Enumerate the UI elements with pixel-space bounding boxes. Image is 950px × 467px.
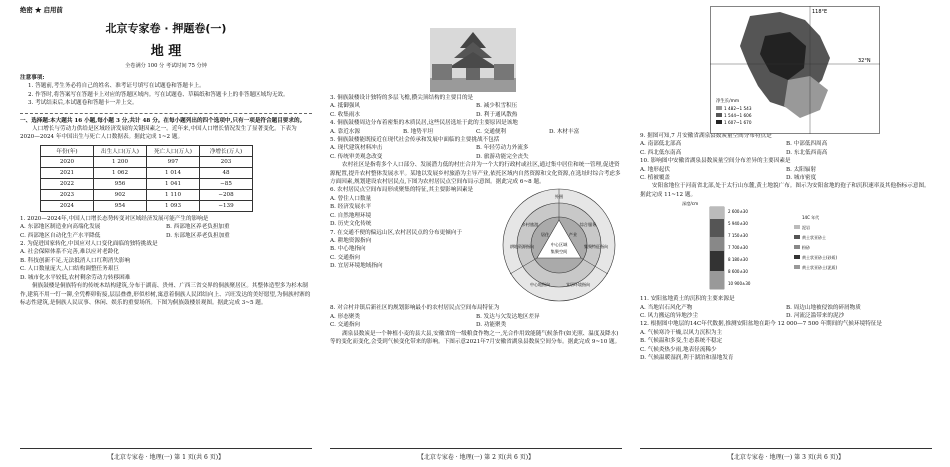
question-4: 4. 侗族鼓楼周边分布着密集的木质民居,这些民居选址于此的主要原因是该地 bbox=[330, 120, 518, 127]
age-label: 7 700±30 bbox=[728, 245, 748, 251]
village-layout-diagram bbox=[500, 186, 618, 304]
option[interactable]: D. 东部地区养老负担加重 bbox=[166, 232, 230, 239]
diagram-label: 产业 bbox=[568, 232, 578, 238]
table-row bbox=[41, 178, 253, 189]
page-footer: 【北京专家卷 · 地理(一) 第 1 页(共 6 页)】 bbox=[20, 448, 312, 461]
question-3: 3. 侗族鼓楼设计独特的多层飞檐,攒尖顶结构的主要目的是 bbox=[330, 95, 474, 101]
table-cell: 203 bbox=[200, 156, 253, 167]
table-cell: 1 041 bbox=[147, 178, 200, 189]
legend-swatch bbox=[716, 106, 722, 110]
option[interactable]: D. 城市密度 bbox=[786, 175, 817, 182]
table-cell: −208 bbox=[200, 189, 253, 200]
option[interactable]: D. 利于通风散热 bbox=[476, 111, 518, 118]
question-8: 8. 对合村并镇后新社区的规划影响最小的农村居民点空间布局特征为 bbox=[330, 305, 500, 312]
option[interactable]: C. 植被覆盖 bbox=[640, 175, 671, 182]
option[interactable]: A. 靠近水源 bbox=[330, 128, 360, 135]
note-item: 2. 作答时,将答案写在答题卡上对应的答题区域内。写在试题卷、草稿纸和答题卡上的非答题区域均无效。 bbox=[28, 91, 289, 98]
question-12: 12. 根据图中地层的14C年代数据,推测安阳盆地在距今 12 000—7 500 年期间的气候环境特征是 bbox=[640, 321, 882, 328]
table-cell: 48 bbox=[200, 167, 253, 178]
option[interactable]: A. 南部低北部高 bbox=[640, 141, 682, 148]
table-header: 年份(年) bbox=[41, 145, 94, 156]
table-header: 死亡人口(万人) bbox=[147, 145, 200, 156]
legend-item: 泥岩 bbox=[802, 225, 810, 231]
legend-item: 1 607~1 670 bbox=[724, 120, 752, 125]
question-10: 10. 影响图中安徽省湖泉县数炭量空间分布差异的主要因素是 bbox=[640, 158, 791, 165]
option[interactable]: D. 城市化水平较低,农村剩余劳动力转移困难 bbox=[20, 274, 131, 281]
legend-item: 黄土状亚砂土(砂质) bbox=[802, 255, 838, 261]
diagram-label: 中心地指向 bbox=[530, 282, 550, 288]
option[interactable]: D. 历史文化传统 bbox=[330, 221, 372, 228]
diagram-label: 中心区域 bbox=[550, 242, 568, 248]
legend-item: 1 544~1 606 bbox=[724, 113, 752, 118]
option[interactable]: C. 交通便利 bbox=[476, 128, 507, 135]
table-header: 出生人口(万人) bbox=[94, 145, 147, 156]
options-q1 bbox=[20, 223, 312, 240]
option[interactable]: A. 抵御强风 bbox=[330, 103, 360, 110]
age-label: 10 900±30 bbox=[728, 281, 751, 287]
q6-q8-block bbox=[330, 186, 622, 304]
option[interactable]: C. 人口数量庞大,人口结构调整任务艰巨 bbox=[20, 266, 119, 273]
table-cell: 956 bbox=[94, 178, 147, 189]
option[interactable]: B. 气候温和多变,生态系统不稳定 bbox=[640, 338, 723, 345]
options-q4 bbox=[330, 128, 622, 136]
option[interactable]: C. 传统审美观念改变 bbox=[330, 153, 383, 160]
options-q10 bbox=[640, 166, 932, 183]
option[interactable]: B. 减少积雪积压 bbox=[476, 103, 518, 110]
drum-tower-photo bbox=[430, 28, 516, 92]
option[interactable]: A. 当地岩石风化产物 bbox=[640, 304, 693, 311]
legend-swatch bbox=[794, 235, 800, 239]
subject-title: 地 理 bbox=[150, 44, 182, 60]
notes-heading: 注意事项: bbox=[20, 75, 45, 81]
option[interactable]: A. 曾住人口数量 bbox=[330, 195, 372, 202]
table-header: 净增长(万人) bbox=[200, 145, 253, 156]
option[interactable]: A. 东部地区制造业向高端化发展 bbox=[20, 224, 101, 231]
options-q5 bbox=[330, 144, 622, 161]
option[interactable]: B. 年轻劳动力外流多 bbox=[476, 145, 529, 152]
table-cell: 2024 bbox=[41, 200, 94, 211]
options-q11 bbox=[640, 304, 932, 321]
table-cell: 1 093 bbox=[147, 200, 200, 211]
question-11: 11. 安阳盆地黄土的沉积的主要来源是 bbox=[640, 296, 735, 303]
option[interactable]: B. 中部低四周高 bbox=[786, 141, 828, 148]
table-row bbox=[41, 167, 253, 178]
option[interactable]: B. 西部地区养老负担加重 bbox=[166, 224, 230, 231]
options-q3 bbox=[330, 102, 622, 119]
age-label: 5 940±30 bbox=[728, 221, 748, 227]
secret-label: 绝密 ★ 启用前 bbox=[20, 6, 63, 14]
population-table bbox=[40, 145, 253, 212]
table-cell: 2023 bbox=[41, 189, 94, 200]
options-q9 bbox=[640, 140, 932, 157]
passage-drum-tower: 侗族鼓楼是侗族特有的传统木结构建筑,分布于湖南、贵州、广西三省交界的侗族聚居区。其整体造型多为杉木制作,建筑不用一钉一铆,全凭榫卯衔接,层层叠叠,形似杉树,寓意着侗族人民团结向上、兴旺发达的美好愿望,为侗族村寨的标志性建筑,是侗族人民议事、休闲、娱乐的重要场所。下图为侗族鼓楼景观图。据此完成 3~5 题。 bbox=[20, 283, 311, 306]
section-heading: 一、选择题:本大题共 16 小题,每小题 3 分,共计 48 分。在每小题列出的四个选项中,只有一项是符合题目要求的。 bbox=[20, 117, 306, 124]
question-5: 5. 侗族鼓楼能既接近在现代社会传承和发展中面临的主要挑战不包括 bbox=[330, 137, 500, 144]
option[interactable]: B. 太阳辐射 bbox=[786, 166, 817, 173]
page-3 bbox=[640, 0, 932, 467]
table-cell: 954 bbox=[94, 200, 147, 211]
option[interactable]: C. 收集雨水 bbox=[330, 111, 361, 118]
diagram-label: 居住 bbox=[540, 232, 550, 238]
option[interactable]: C. 自然地理环境 bbox=[330, 212, 372, 219]
note-item: 1. 答题前,考生务必将自己的姓名、准考证号填写在试题卷和答题卡上。 bbox=[28, 83, 205, 90]
page-footer: 【北京专家卷 · 地理(一) 第 3 页(共 6 页)】 bbox=[640, 448, 932, 461]
photo-area bbox=[330, 0, 622, 94]
option[interactable]: B. 科技创新不足,无法抵消人口红利消失影响 bbox=[20, 257, 131, 264]
legend-swatch bbox=[794, 225, 800, 229]
question-2: 2. 为促进国家转化,中国应对人口变化面临的独特挑战是 bbox=[20, 241, 158, 248]
age-label: 7 150±30 bbox=[728, 233, 748, 239]
table-cell: 902 bbox=[94, 189, 147, 200]
option[interactable]: D. 气候温暖湿润,利于湖泊和湿地发育 bbox=[640, 355, 734, 362]
option[interactable]: D. 宜居环境地域指向 bbox=[330, 263, 383, 270]
table-cell: 2020 bbox=[41, 156, 94, 167]
diagram-label: 集聚特征指向 bbox=[584, 244, 608, 250]
page-2 bbox=[330, 0, 622, 467]
legend-swatch bbox=[716, 113, 722, 117]
map-area bbox=[640, 0, 932, 132]
longitude-label: 118°E bbox=[812, 9, 828, 15]
passage-village: 农村社区是指将多个人口部分、发展潜力低的村庄合并为一个大的行政村或社区,通过集中居住和统一管理,促进资源配置,提升农村整体发展水平。某地以发展乡村旅游为主导产业,依托区域内自然资源和文化资源,在选址时综合考虑多方面因素,规划建设农村居民点,下图为农村居民点空间布局示意图。据此完成 6~8 题。 bbox=[330, 162, 621, 186]
table-row bbox=[41, 156, 253, 167]
option[interactable]: B. 地势平坦 bbox=[403, 128, 434, 135]
option[interactable]: A. 形态聚类 bbox=[330, 313, 360, 320]
table-cell: −139 bbox=[200, 200, 253, 211]
option[interactable]: C. 交通指向 bbox=[330, 322, 361, 329]
table-cell: 997 bbox=[147, 156, 200, 167]
option[interactable]: B. 发达与欠发达地区差异 bbox=[476, 313, 540, 320]
legend-item: 粉砂 bbox=[802, 245, 810, 251]
question-9: 9. 据图可知,7 月安徽省湖泉县数炭量空间分布特点是 bbox=[640, 133, 772, 139]
option[interactable]: B. 中心地指向 bbox=[330, 246, 366, 253]
option[interactable]: A. 地形起伏 bbox=[640, 166, 670, 173]
table-cell: 1 200 bbox=[94, 156, 147, 167]
age-label: 2 600±30 bbox=[728, 209, 748, 215]
age-label: 8 180±30 bbox=[728, 257, 748, 263]
option[interactable]: A. 气候寒冷干燥,以风力沉积为主 bbox=[640, 329, 723, 336]
passage-population: 人口增长与劳动力供给是区域经济发展的关键因素之一。近年来,中国人口增长情况发生了显著变化。下表为 2020—2024 年中国出生与死亡人口数据表。据此完成 1~2 题。 bbox=[20, 126, 297, 141]
diagram-label: 宜居环境指向 bbox=[566, 282, 590, 288]
q6-q8-text bbox=[330, 186, 500, 304]
legend-item: 黄土状亚砂土(泥质) bbox=[802, 265, 838, 271]
score-line: 全卷满分 100 分 考试时间 75 分钟 bbox=[125, 63, 207, 70]
option[interactable]: A. 社会保障体系不完善,难以应对老龄化 bbox=[20, 249, 119, 256]
table-cell: 1 062 bbox=[94, 167, 147, 178]
exam-title: 北京专家卷 · 押题卷(一) bbox=[105, 22, 227, 36]
option[interactable]: D. 功能聚类 bbox=[476, 322, 507, 329]
option[interactable]: C. 风力搬运的异地沙尘 bbox=[640, 313, 698, 320]
option[interactable]: C. 气候炎热少雨,地表径流稀少 bbox=[640, 346, 717, 353]
table-row bbox=[41, 200, 253, 211]
option[interactable]: B. 经济发展水平 bbox=[330, 204, 372, 211]
legend-item: 黄土状亚砂土 bbox=[802, 235, 826, 241]
stratigraphy-diagram bbox=[680, 199, 880, 291]
diagram-label: 集聚空间 bbox=[550, 249, 568, 255]
latitude-label: 32°N bbox=[858, 58, 871, 64]
diagram-label: 乡村旅游 bbox=[521, 222, 539, 228]
option[interactable]: D. 旅游功能完全丧失 bbox=[476, 153, 529, 160]
option[interactable]: A. 现代建筑材料冲击 bbox=[330, 145, 383, 152]
page-footer: 【北京专家卷 · 地理(一) 第 2 页(共 6 页)】 bbox=[330, 448, 622, 461]
table-cell: −85 bbox=[200, 178, 253, 189]
legend-item: 14C 年代 bbox=[802, 215, 820, 221]
option[interactable]: C. 西部地区自动化生产水平降低 bbox=[20, 232, 101, 239]
diagram-label: 综合服务 bbox=[579, 222, 597, 228]
option[interactable]: D. 东北低西南高 bbox=[786, 149, 828, 156]
diagram-label: 外围 bbox=[554, 194, 564, 200]
diagram-label: 耕地资源指向 bbox=[510, 244, 534, 250]
table-row bbox=[41, 189, 253, 200]
option[interactable]: C. 交通指向 bbox=[330, 254, 361, 261]
option[interactable]: A. 耕地资源指向 bbox=[330, 237, 372, 244]
passage-crop: 湖泉县数炭是一个种植小麦的县大县,安徽省的一级粮食作物之一,光合作用效能随气候条件(如光照、温度及降水)等的变化而变化,会受到气候变化带来的影响。下图示意2021年7月安徽省湖泉县数炭空间分布。据此完成 9~10 题。 bbox=[330, 330, 621, 346]
passage-basin: 安阳盆地位于河南省北部,处于太行山东麓,黄土地貌广布。图示为安阳盆地的孢子和沉积速率及其他指标示意图。据此完成 11~12 题。 bbox=[640, 183, 930, 198]
options-q8 bbox=[330, 313, 622, 330]
legend-title: 净生长/mm bbox=[716, 99, 740, 104]
table-cell: 1 110 bbox=[147, 189, 200, 200]
question-1: 1. 2020—2024年,中国人口增长态势转变对区域经济发展可能产生的影响是 bbox=[20, 215, 209, 222]
table-cell: 2021 bbox=[41, 167, 94, 178]
table-cell: 2022 bbox=[41, 178, 94, 189]
option[interactable]: B. 周边山地被侵蚀的碎屑物质 bbox=[786, 304, 861, 311]
anhui-map bbox=[710, 6, 880, 134]
legend-swatch bbox=[794, 255, 800, 259]
note-item: 3. 考试结束后,本试题卷和答题卡一并上交。 bbox=[28, 100, 138, 107]
legend-item: 1 482~1 543 bbox=[724, 106, 752, 111]
column-head: 深度/cm bbox=[682, 201, 699, 207]
age-label: 8 600±30 bbox=[728, 269, 748, 275]
option[interactable]: D. 河流泛滥带来的泥沙 bbox=[786, 313, 845, 320]
legend-swatch bbox=[794, 265, 800, 269]
option[interactable]: D. 木材丰富 bbox=[549, 128, 580, 135]
table-cell: 1 014 bbox=[147, 167, 200, 178]
question-6: 6. 农村居民点空间布局形成聚集的特征,其主要影响因素是 bbox=[330, 187, 474, 194]
page-1 bbox=[20, 0, 312, 467]
legend-swatch bbox=[716, 120, 722, 124]
question-7: 7. 在交通不便的偏远山区,农村居民点的分布更倾向于 bbox=[330, 229, 462, 236]
divider bbox=[20, 113, 312, 114]
option[interactable]: C. 西北低东南高 bbox=[640, 149, 682, 156]
legend-swatch bbox=[794, 245, 800, 249]
